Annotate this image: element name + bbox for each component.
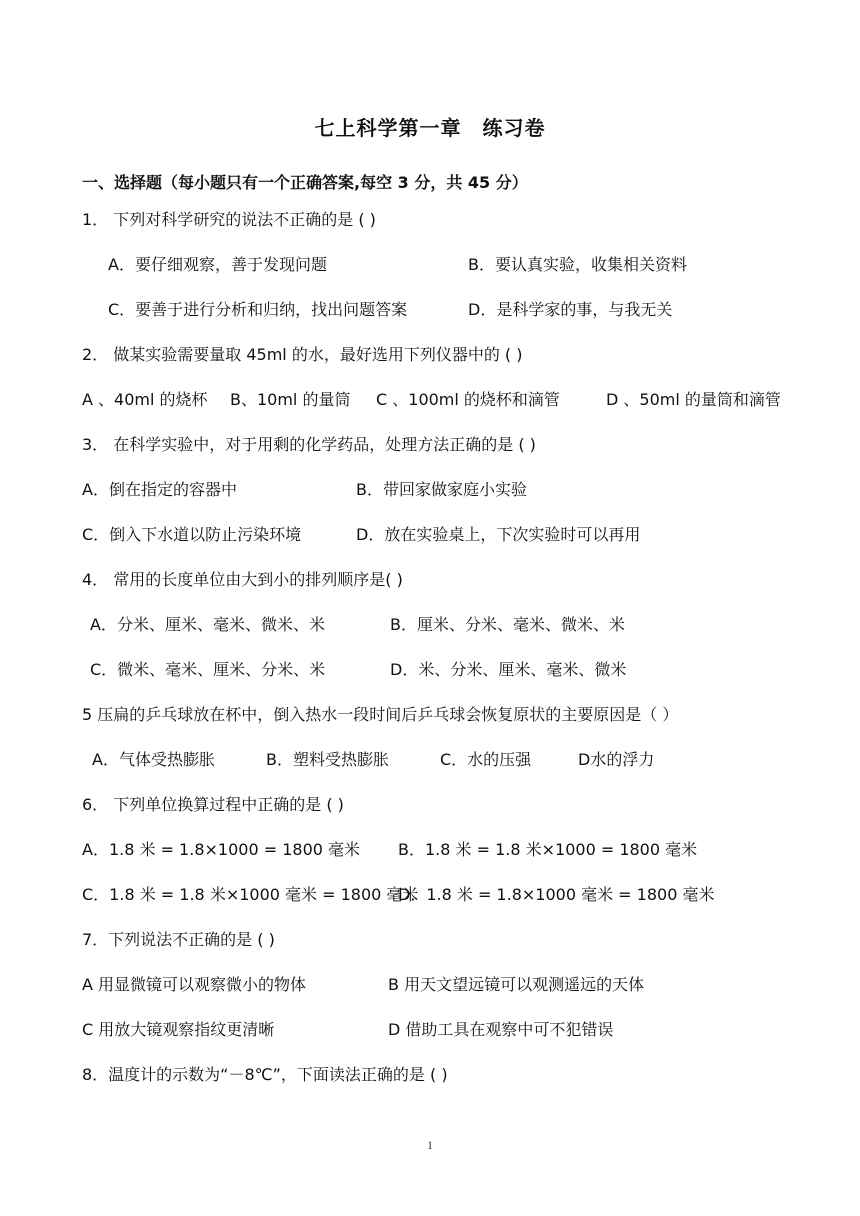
question-3-option-c: C．倒入下水道以防止污染环境: [82, 525, 302, 544]
question-1-option-a: A．要仔细观察，善于发现问题: [108, 255, 327, 274]
question-5-option-c: C．水的压强: [440, 750, 532, 769]
question-5-stem: 5 压扁的乒乓球放在杯中，倒入热水一段时间后乒乓球会恢复原状的主要原因是（ ）: [82, 705, 679, 724]
question-3-option-b: B．带回家做家庭小实验: [356, 480, 527, 499]
question-7-stem: 7．下列说法不正确的是 ( ): [82, 930, 275, 949]
question-5-option-b: B．塑料受热膨胀: [266, 750, 389, 769]
question-1-option-c: C．要善于进行分析和归纳，找出问题答案: [108, 300, 408, 319]
section-heading: 一、选择题（每小题只有一个正确答案,每空 3 分，共 45 分）: [82, 173, 528, 192]
question-8-stem: 8．温度计的示数为“－8℃”，下面读法正确的是 ( ): [82, 1065, 448, 1084]
question-2-option-c: C 、100ml 的烧杯和滴管: [376, 390, 560, 409]
question-3-stem: 3． 在科学实验中，对于用剩的化学药品，处理方法正确的是 ( ): [82, 435, 536, 454]
question-1-option-d: D．是科学家的事，与我无关: [468, 300, 673, 319]
page-number: 1: [427, 1138, 433, 1152]
question-4-option-b: B．厘米、分米、毫米、微米、米: [390, 615, 625, 634]
question-6-option-d: D．1.8 米 = 1.8×1000 毫米 = 1800 毫米: [398, 885, 715, 904]
question-3-option-a: A．倒在指定的容器中: [82, 480, 237, 499]
question-7-option-d: D 借助工具在观察中可不犯错误: [388, 1020, 614, 1039]
question-7-option-c: C 用放大镜观察指纹更清晰: [82, 1020, 275, 1039]
question-6-option-a: A．1.8 米 = 1.8×1000 = 1800 毫米: [82, 840, 361, 859]
question-4-option-d: D．米、分米、厘米、毫米、微米: [390, 660, 627, 679]
question-2-option-a: A 、40ml 的烧杯: [82, 390, 208, 409]
document-title: 七上科学第一章 练习卷: [314, 116, 546, 140]
question-2-option-d: D 、50ml 的量筒和滴管: [606, 390, 781, 409]
question-4-option-c: C．微米、毫米、厘米、分米、米: [90, 660, 326, 679]
question-6-stem: 6． 下列单位换算过程中正确的是 ( ): [82, 795, 344, 814]
question-1-stem: 1． 下列对科学研究的说法不正确的是 ( ): [82, 210, 376, 229]
question-3-option-d: D．放在实验桌上，下次实验时可以再用: [356, 525, 641, 544]
question-6-option-c: C．1.8 米 = 1.8 米×1000 毫米 = 1800 毫米: [82, 885, 419, 904]
question-2-stem: 2． 做某实验需要量取 45ml 的水，最好选用下列仪器中的 ( ): [82, 345, 523, 364]
question-4-option-a: A．分米、厘米、毫米、微米、米: [90, 615, 325, 634]
question-5-option-a: A．气体受热膨胀: [92, 750, 215, 769]
question-5-option-d: D水的浮力: [578, 750, 655, 769]
question-2-option-b: B、10ml 的量筒: [230, 390, 351, 409]
question-7-option-b: B 用天文望远镜可以观测遥远的天体: [388, 975, 645, 994]
question-7-option-a: A 用显微镜可以观察微小的物体: [82, 975, 307, 994]
question-4-stem: 4． 常用的长度单位由大到小的排列顺序是( ): [82, 570, 403, 589]
question-6-option-b: B．1.8 米 = 1.8 米×1000 = 1800 毫米: [398, 840, 698, 859]
question-1-option-b: B．要认真实验，收集相关资料: [468, 255, 687, 274]
